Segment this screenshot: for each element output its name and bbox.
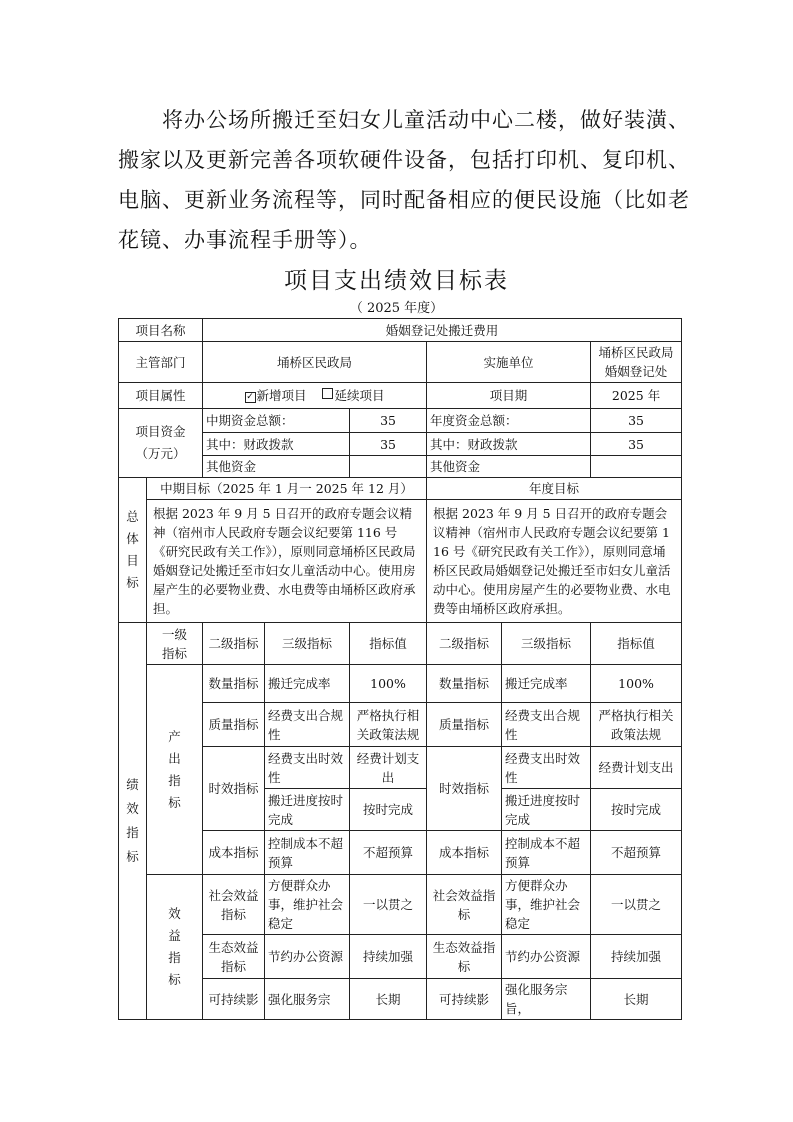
- funds-label: 项目资金（万元）: [119, 409, 203, 478]
- row-funds-other: [119, 456, 682, 478]
- value-cell: 100%: [350, 665, 427, 703]
- l3-cell: 控制成本不超预算: [502, 831, 591, 875]
- level3-header-a: 三级指标: [265, 623, 350, 665]
- l2-cell: 时效指标: [203, 747, 265, 831]
- value-header-a: 指标值: [350, 623, 427, 665]
- l2-cell: 数量指标: [203, 665, 265, 703]
- l2-cell: 可持续影: [427, 979, 502, 1020]
- l2-cell: 生态效益指标: [203, 935, 265, 979]
- l2-cell: 社会效益指标: [203, 875, 265, 935]
- table-row: [119, 703, 682, 747]
- l3-cell: 强化服务宗: [265, 979, 350, 1020]
- table-title: 项目支出绩效目标表: [284, 268, 509, 294]
- l3-cell: 经费支出合规性: [502, 703, 591, 747]
- dept-value: 埇桥区民政局: [203, 342, 427, 383]
- value-cell: 严格执行相关政策法规: [350, 703, 427, 747]
- value-cell: 不超预算: [591, 831, 682, 875]
- overall-label: 总体目标: [119, 478, 147, 623]
- year-total-value: 35: [591, 409, 682, 433]
- table-row: [119, 979, 682, 1020]
- row-funds-total: [119, 409, 682, 433]
- period-label: 项目期: [427, 383, 591, 409]
- l3-cell: 方便群众办事，维护社会稳定: [265, 875, 350, 935]
- year-goal-text: 根据 2023 年 9 月 5 日召开的政府专题会议精神（宿州市人民政府专题会议纪要第 116 号《研究民政有关工作》），原则同意埇桥区民政局婚姻登记处搬迁至市妇女儿童活动中心。使用房屋产生的必要物业费、水电费等由埇桥区政府承担。: [427, 500, 682, 623]
- value-cell: 一以贯之: [591, 875, 682, 935]
- checked-box-icon: ✓: [246, 392, 254, 402]
- period-value: 2025 年: [591, 383, 682, 409]
- level2-header-b: 二级指标: [427, 623, 502, 665]
- value-cell: 长期: [350, 979, 427, 1020]
- value-cell: 按时完成: [591, 789, 682, 831]
- value-cell: 不超预算: [350, 831, 427, 875]
- table-row: [119, 831, 682, 875]
- intro-paragraph: 将办公场所搬迁至妇女儿童活动中心二楼，做好装潢、搬家以及更新完善各项软硬件设备，包括打印机、复印机、电脑、更新业务流程等，同时配备相应的便民设施（比如老花镜、办事流程手册等）。: [118, 108, 690, 252]
- l3-cell: 经费支出时效性: [502, 747, 591, 789]
- l2-cell: 成本指标: [427, 831, 502, 875]
- level3-header-b: 三级指标: [502, 623, 591, 665]
- l2-cell: 可持续影: [203, 979, 265, 1020]
- row-overall-text: [119, 500, 682, 623]
- mid-goal-header: 中期目标（2025 年 1 月一 2025 年 12 月）: [147, 478, 427, 500]
- row-funds-fiscal: [119, 433, 682, 456]
- benefit-label: 效益指标: [147, 875, 203, 1020]
- table-row: [119, 875, 682, 935]
- l3-cell: 搬迁完成率: [265, 665, 350, 703]
- mid-other-label: 其他资金: [203, 456, 350, 478]
- year-other-label: 其他资金: [427, 456, 591, 478]
- attr-label: 项目属性: [119, 383, 203, 409]
- level2-header-a: 二级指标: [203, 623, 265, 665]
- l3-cell: 搬迁完成率: [502, 665, 591, 703]
- l2-cell: 数量指标: [427, 665, 502, 703]
- attr-options: [203, 383, 427, 409]
- l2-cell: 质量指标: [427, 703, 502, 747]
- mid-goal-text: 根据 2023 年 9 月 5 日召开的政府专题会议精神（宿州市人民政府专题会议纪要第 116 号《研究民政有关工作》），原则同意埇桥区民政局婚姻登记处搬迁至市妇女儿童活动中心。使用房屋产生的必要物业费、水电费等由埇桥区政府承担。: [147, 500, 427, 623]
- dept-label: 主管部门: [119, 342, 203, 383]
- unchecked-box-icon: [322, 388, 333, 399]
- l3-cell: 控制成本不超预算: [265, 831, 350, 875]
- table-year: （ 2025 年度）: [349, 301, 444, 316]
- l3-cell: 强化服务宗旨，: [502, 979, 591, 1020]
- table-row: [119, 665, 682, 703]
- l2-cell: 质量指标: [203, 703, 265, 747]
- year-goal-header: 年度目标: [427, 478, 682, 500]
- l2-cell: 成本指标: [203, 831, 265, 875]
- mid-total-value: 35: [350, 409, 427, 433]
- value-cell: 长期: [591, 979, 682, 1020]
- l2-cell: 时效指标: [427, 747, 502, 831]
- row-overall-header: [119, 478, 682, 500]
- row-perf-header: [119, 623, 682, 665]
- table-row: [119, 747, 682, 789]
- option-continue: 延续项目: [334, 388, 385, 403]
- output-label: 产出指标: [147, 665, 203, 875]
- l3-cell: 经费支出时效性: [265, 747, 350, 789]
- value-header-b: 指标值: [591, 623, 682, 665]
- performance-target-table: [118, 318, 682, 1020]
- row-project-name: [119, 319, 682, 342]
- mid-fiscal-label: 其中：财政拨款: [203, 433, 350, 456]
- value-cell: 持续加强: [350, 935, 427, 979]
- year-other-value: [591, 456, 682, 478]
- l3-cell: 节约办公资源: [502, 935, 591, 979]
- row-attribute: [119, 383, 682, 409]
- perf-label: 绩效指标: [119, 623, 147, 1020]
- value-cell: 持续加强: [591, 935, 682, 979]
- project-name-label: 项目名称: [119, 319, 203, 342]
- impl-unit-label: 实施单位: [427, 342, 591, 383]
- row-department: [119, 342, 682, 383]
- year-fiscal-label: 其中：财政拨款: [427, 433, 591, 456]
- value-cell: 一以贯之: [350, 875, 427, 935]
- project-name-value: 婚姻登记处搬迁费用: [203, 319, 682, 342]
- value-cell: 按时完成: [350, 789, 427, 831]
- year-total-label: 年度资金总额：: [427, 409, 591, 433]
- l3-cell: 搬迁进度按时完成: [502, 789, 591, 831]
- year-fiscal-value: 35: [591, 433, 682, 456]
- mid-other-value: [350, 456, 427, 478]
- value-cell: 经费计划支出: [350, 747, 427, 789]
- l3-cell: 搬迁进度按时完成: [265, 789, 350, 831]
- l3-cell: 节约办公资源: [265, 935, 350, 979]
- option-new: 新增项目: [256, 388, 307, 403]
- value-cell: 经费计划支出: [591, 747, 682, 789]
- l2-cell: 生态效益指标: [427, 935, 502, 979]
- mid-total-label: 中期资金总额：: [203, 409, 350, 433]
- impl-unit-value: 埇桥区民政局婚姻登记处: [591, 342, 682, 383]
- mid-fiscal-value: 35: [350, 433, 427, 456]
- l3-cell: 经费支出合规性: [265, 703, 350, 747]
- level1-header: 一级指标: [147, 623, 203, 665]
- l3-cell: 方便群众办事，维护社会稳定: [502, 875, 591, 935]
- table-row: [119, 935, 682, 979]
- value-cell: 严格执行相关政策法规: [591, 703, 682, 747]
- l2-cell: 社会效益指标: [427, 875, 502, 935]
- value-cell: 100%: [591, 665, 682, 703]
